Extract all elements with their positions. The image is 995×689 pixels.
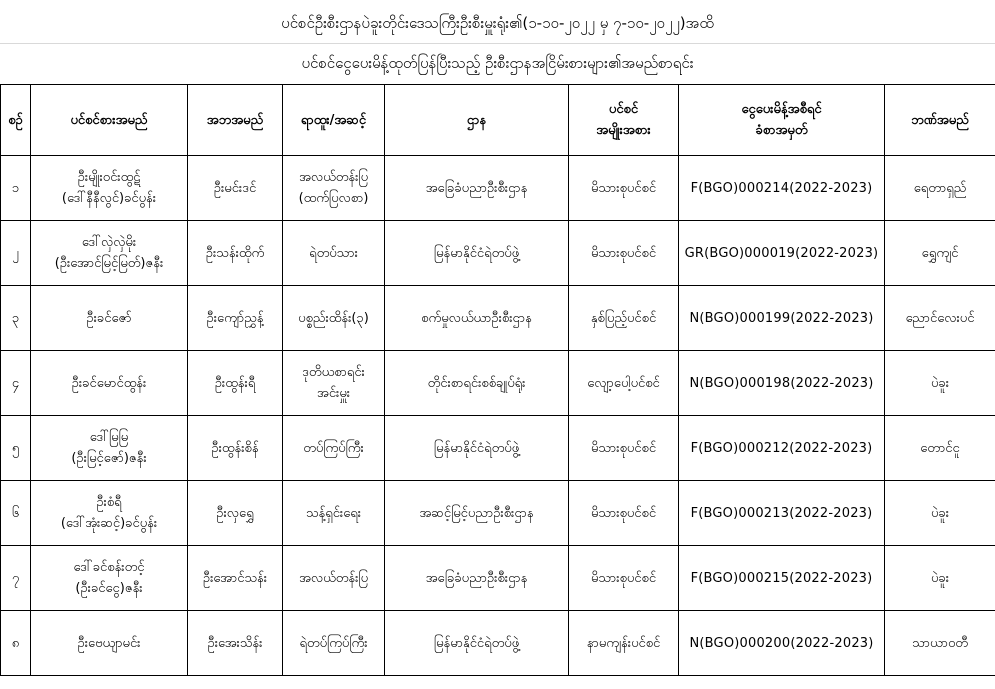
cell-department: မြန်မာနိုင်ငံရဲတပ်ဖွဲ့ (385, 416, 569, 481)
pensioner-name-line2: (ဦးမြင့်ဇော်)ဇနီး (71, 451, 147, 466)
rank-line1: တပ်ကြပ်ကြီး (303, 440, 364, 456)
pensioner-name-line1: ဒေါ်လှဲလှဲမိုး (81, 235, 137, 250)
cell-no: ၃ (1, 286, 31, 351)
rank-line2: အင်းမှူး (316, 386, 351, 401)
pensioner-name-line1: ဦးဗေယျာမင်း (77, 635, 141, 651)
cell-pensioner-name (31, 351, 188, 416)
pensioner-name-line1: ဒေါ်မြမြ (89, 430, 129, 445)
pensioner-table (0, 84, 995, 676)
cell-bank: ရေတာရှည် (885, 156, 995, 221)
cell-pensioner-name (31, 416, 188, 481)
cell-department: အခြေခံပညာဦးစီးဌာန (385, 156, 569, 221)
pensioner-name-line2: (ဒေါ်အုံးဆင့်)ခင်ပွန်း (60, 516, 158, 531)
pensioner-name-line2: (ဒေါ်နီနီလွင်)ခင်ပွန်း (61, 191, 157, 206)
report-subtitle: ပင်စင်ငွေပေးမိန့်ထုတ်ပြန်ပြီးသည့် ဦးစီးဌာနအငြိမ်းစားများ၏အမည်စာရင်း (301, 54, 694, 72)
header-father-name: အဘအမည် (188, 85, 283, 156)
cell-father-name: ဦးထွန်းရီ (188, 351, 283, 416)
pensioner-name-line2: (ဦးခင်ငွေ)ဇနီး (75, 581, 143, 596)
rank-line1: အလယ်တန်းပြ (298, 570, 369, 586)
cell-order-number: F(BGO)000214(2022-2023) (679, 156, 885, 221)
table-row (1, 416, 995, 481)
table-row (1, 286, 995, 351)
cell-bank: ပဲခူး (885, 481, 995, 546)
cell-father-name: ဦးသန်းထိုက် (188, 221, 283, 286)
cell-no: ၅ (1, 416, 31, 481)
cell-pensioner-name (31, 221, 188, 286)
rank-line1: ရဲတပ်သား (309, 245, 358, 261)
cell-pensioner-name (31, 611, 188, 676)
rank-line1: အလယ်တန်းပြ (298, 170, 369, 185)
cell-no: ၁ (1, 156, 31, 221)
cell-order-number: N(BGO)000198(2022-2023) (679, 351, 885, 416)
cell-rank (283, 546, 385, 611)
pensioner-name-line1: ဦးစံရီ (96, 495, 122, 510)
table-row (1, 611, 995, 676)
cell-pensioner-name (31, 156, 188, 221)
cell-bank: တောင်ငူ (885, 416, 995, 481)
cell-department: မြန်မာနိုင်ငံရဲတပ်ဖွဲ့ (385, 611, 569, 676)
cell-order-number: F(BGO)000215(2022-2023) (679, 546, 885, 611)
cell-father-name: ဦးမင်းဒင် (188, 156, 283, 221)
cell-rank (283, 156, 385, 221)
cell-no: ၈ (1, 611, 31, 676)
cell-order-number: N(BGO)000199(2022-2023) (679, 286, 885, 351)
cell-department: မြန်မာနိုင်ငံရဲတပ်ဖွဲ့ (385, 221, 569, 286)
cell-pension-type: မိသားစုပင်စင် (569, 156, 679, 221)
rank-line1: ဒုတိယစာရင်း (302, 365, 365, 380)
cell-rank (283, 416, 385, 481)
pensioner-name-line1: ဦးခင်ဇော် (86, 310, 132, 326)
cell-bank: ရွှေကျင် (885, 221, 995, 286)
cell-pension-type: မိသားစုပင်စင် (569, 481, 679, 546)
cell-department: တိုင်းစာရင်းစစ်ချုပ်ရုံး (385, 351, 569, 416)
rank-line1: ပစ္စည်းထိန်း(၃) (298, 310, 369, 326)
rank-line2: (ထက်ပြလစာ) (298, 191, 369, 206)
header-pension-type-line1: ပင်စင် (608, 102, 639, 117)
cell-order-number: F(BGO)000213(2022-2023) (679, 481, 885, 546)
table-row (1, 221, 995, 286)
header-order-number (679, 85, 885, 156)
cell-pensioner-name (31, 481, 188, 546)
cell-father-name: ဦးလှရွှေ (188, 481, 283, 546)
cell-rank (283, 286, 385, 351)
rank-line1: ရဲတပ်ကြပ်ကြီး (299, 635, 368, 651)
pensioner-name-line1: ဦးခင်မောင်ထွန်း (71, 375, 147, 391)
pensioner-name-line1: ဦးမျိုးဝင်းထွဋ် (77, 170, 141, 185)
cell-pension-type: မိသားစုပင်စင် (569, 416, 679, 481)
cell-order-number: F(BGO)000212(2022-2023) (679, 416, 885, 481)
cell-bank: ညောင်လေးပင် (885, 286, 995, 351)
cell-pension-type: မိသားစုပင်စင် (569, 221, 679, 286)
table-header-row (1, 85, 995, 156)
cell-pension-type: မိသားစုပင်စင် (569, 546, 679, 611)
header-pensioner-name: ပင်စင်စားအမည် (31, 85, 188, 156)
header-rank: ရာထူး/အဆင့် (283, 85, 385, 156)
header-bank: ဘဏ်အမည် (885, 85, 995, 156)
cell-no: ၄ (1, 351, 31, 416)
cell-department: အခြေခံပညာဦးစီးဌာန (385, 546, 569, 611)
cell-rank (283, 221, 385, 286)
cell-bank: ပဲခူး (885, 546, 995, 611)
table-row (1, 546, 995, 611)
cell-pension-type: နှစ်ပြည့်ပင်စင် (569, 286, 679, 351)
cell-pension-type: လျော့ပေါ့ပင်စင် (569, 351, 679, 416)
cell-bank: ပဲခူး (885, 351, 995, 416)
pensioner-name-line2: (ဦးအောင်မြင့်မြတ်)ဇနီး (54, 256, 164, 271)
pensioner-name-line1: ဒေါ်ခင်စန်းတင့် (73, 560, 145, 575)
table-row (1, 156, 995, 221)
header-no: စဉ် (1, 85, 31, 156)
cell-father-name: ဦးကျော်ညွှန့် (188, 286, 283, 351)
cell-rank (283, 351, 385, 416)
cell-no: ၇ (1, 546, 31, 611)
cell-order-number: GR(BGO)000019(2022-2023) (679, 221, 885, 286)
cell-pension-type: နာမကျန်းပင်စင် (569, 611, 679, 676)
cell-bank: သာယာဝတီ (885, 611, 995, 676)
cell-pensioner-name (31, 286, 188, 351)
header-pension-type-line2: အမျိုးအစား (596, 123, 651, 138)
cell-father-name: ဦးအောင်သန်း (188, 546, 283, 611)
header-order-number-line2: ခံစာအမှတ် (755, 123, 808, 138)
header-order-number-line1: ငွေပေးမိန့်အစီရင် (741, 102, 822, 117)
cell-order-number: N(BGO)000200(2022-2023) (679, 611, 885, 676)
table-row (1, 481, 995, 546)
header-department: ဌာန (385, 85, 569, 156)
table-body (1, 156, 995, 676)
cell-pensioner-name (31, 546, 188, 611)
cell-no: ၂ (1, 221, 31, 286)
rank-line1: သန့်ရှင်းရေး (305, 505, 362, 521)
table-row (1, 351, 995, 416)
cell-father-name: ဦးထွန်းစိန် (188, 416, 283, 481)
cell-rank (283, 611, 385, 676)
header-pension-type (569, 85, 679, 156)
report-title: ပင်စင်ဦးစီးဌာနပဲခူးတိုင်းဒေသကြီးဦးစီးမှူးရုံး၏(၁-၁၀-၂၀၂၂ မှ ၇-၁၀-၂၀၂၂)အထိ (0, 6, 995, 44)
cell-no: ၆ (1, 481, 31, 546)
cell-father-name: ဦးအေးသိန်း (188, 611, 283, 676)
cell-rank (283, 481, 385, 546)
cell-department: စက်မှုလယ်ယာဦးစီးဌာန (385, 286, 569, 351)
cell-department: အဆင့်မြင့်ပညာဦးစီးဌာန (385, 481, 569, 546)
